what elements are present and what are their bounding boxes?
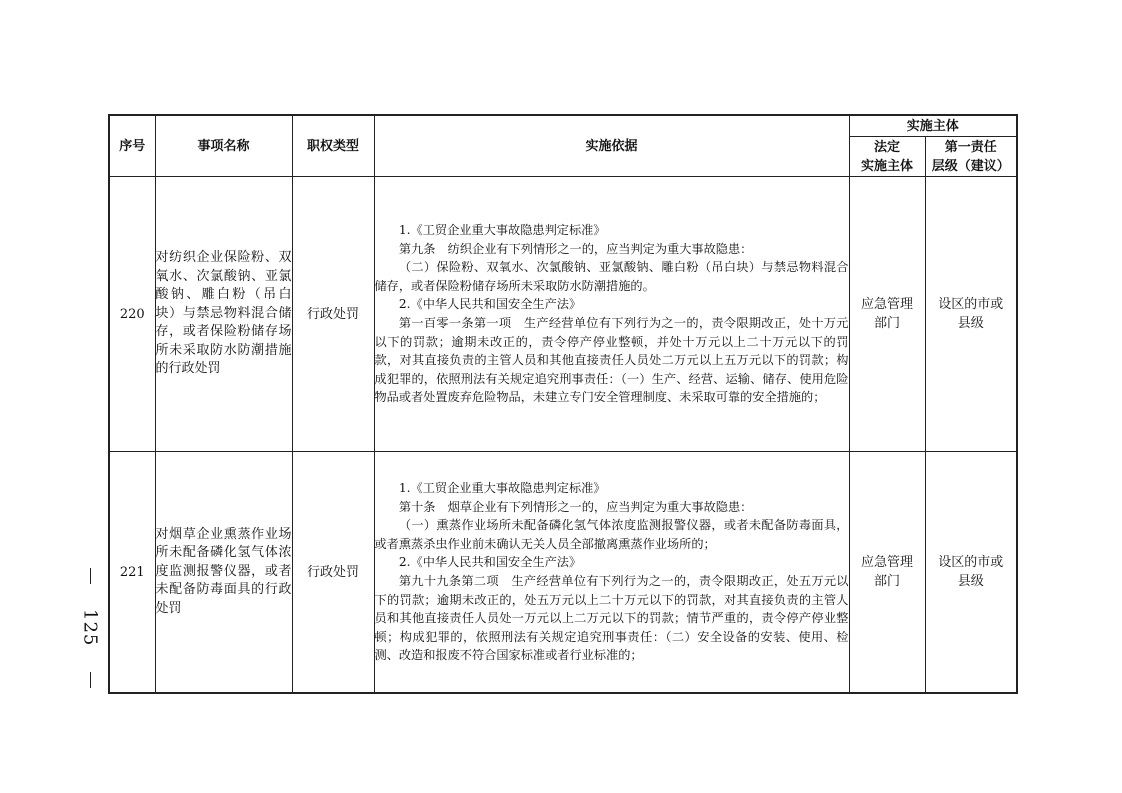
page-number-dash-bottom: [90, 672, 91, 688]
row-power-type: 行政处罚: [292, 177, 374, 452]
basis-line: 第九条 纺织企业有下列情形之一的，应当判定为重大事故隐患：: [398, 241, 753, 256]
header-seq: 序号: [109, 115, 155, 177]
row-seq: 220: [109, 177, 155, 452]
basis-line: 第九十九条第二项 生产经营单位有下列行为之一的，责令限期改正，处五万元以下的罚款；逾期未改正的，处五万元以上二十万元以下的罚款，对其直接负责的主管人员和其他直接责任人员处一万元以上二万元以下的罚款；情节严重的，责令停产停业整顿；构成犯罪的，依照刑法有关规定追究刑事责任：（二）安全设备的安装、使用、检测、改造和报废不符合国家标准或者行业标准的；: [374, 574, 849, 663]
page-number-value: 125: [79, 609, 101, 647]
page-number: [70, 568, 110, 688]
row-first-responsibility: 设区的市或 县级: [925, 177, 1017, 452]
basis-line: 2.《中华人民共和国安全生产法》: [398, 297, 582, 312]
header-basis: 实施依据: [374, 115, 849, 177]
header-legal-subject: 法定 实施主体: [849, 137, 925, 177]
basis-line: 第一百零一条第一项 生产经营单位有下列行为之一的，责令限期改正，处十万元以下的罚款；逾期未改正的，责令停产停业整顿，并处十万元以上二十万元以下的罚款，对其直接负责的主管人员和其他直接责任人员处二万元以上五万元以下的罚款；构成犯罪的，依照刑法有关规定追究刑事责任：（一）生产、经营、运输、储存、使用危险物品或者处置废弃危险物品，未建立专门安全管理制度、未采取可靠的安全措施的；: [374, 316, 849, 405]
row-seq: 221: [109, 452, 155, 694]
row-basis: [374, 177, 849, 452]
page-number-dash-top: [90, 568, 91, 584]
enforcement-items-table: [108, 114, 1018, 694]
header-first-responsibility: 第一责任 层级（建议）: [925, 137, 1017, 177]
basis-line: （一）熏蒸作业场所未配备磷化氢气体浓度监测报警仪器，或者未配备防毒面具，或者熏蒸杀虫作业前未确认无关人员全部撤离熏蒸作业场所的；: [374, 518, 849, 551]
basis-line: 1.《工贸企业重大事故隐患判定标准》: [398, 223, 606, 238]
row-legal-subject: 应急管理 部门: [849, 452, 925, 694]
header-power-type: 职权类型: [292, 115, 374, 177]
header-subject-group: 实施主体: [849, 115, 1017, 137]
basis-line: （二）保险粉、双氧水、次氯酸钠、亚氯酸钠、雕白粉（吊白块）与禁忌物料混合储存，或者保险粉储存场所未采取防水防潮措施的。: [374, 260, 849, 293]
basis-line: 第十条 烟草企业有下列情形之一的，应当判定为重大事故隐患：: [398, 499, 753, 514]
row-basis: [374, 452, 849, 694]
row-power-type: 行政处罚: [292, 452, 374, 694]
row-first-responsibility: 设区的市或 县级: [925, 452, 1017, 694]
table-row: [109, 177, 1017, 452]
row-item-name: 对烟草企业熏蒸作业场所未配备磷化氢气体浓度监测报警仪器，或者未配备防毒面具的行政处罚: [155, 452, 292, 694]
table-row: [109, 452, 1017, 694]
header-item-name: 事项名称: [155, 115, 292, 177]
basis-line: 2.《中华人民共和国安全生产法》: [398, 555, 582, 570]
basis-line: 1.《工贸企业重大事故隐患判定标准》: [398, 481, 606, 496]
table-header-row: [109, 115, 1017, 137]
row-item-name: 对纺织企业保险粉、双氧水、次氯酸钠、亚氯酸钠、雕白粉（吊白块）与禁忌物料混合储存，或者保险粉储存场所未采取防水防潮措施的行政处罚: [155, 177, 292, 452]
row-legal-subject: 应急管理 部门: [849, 177, 925, 452]
